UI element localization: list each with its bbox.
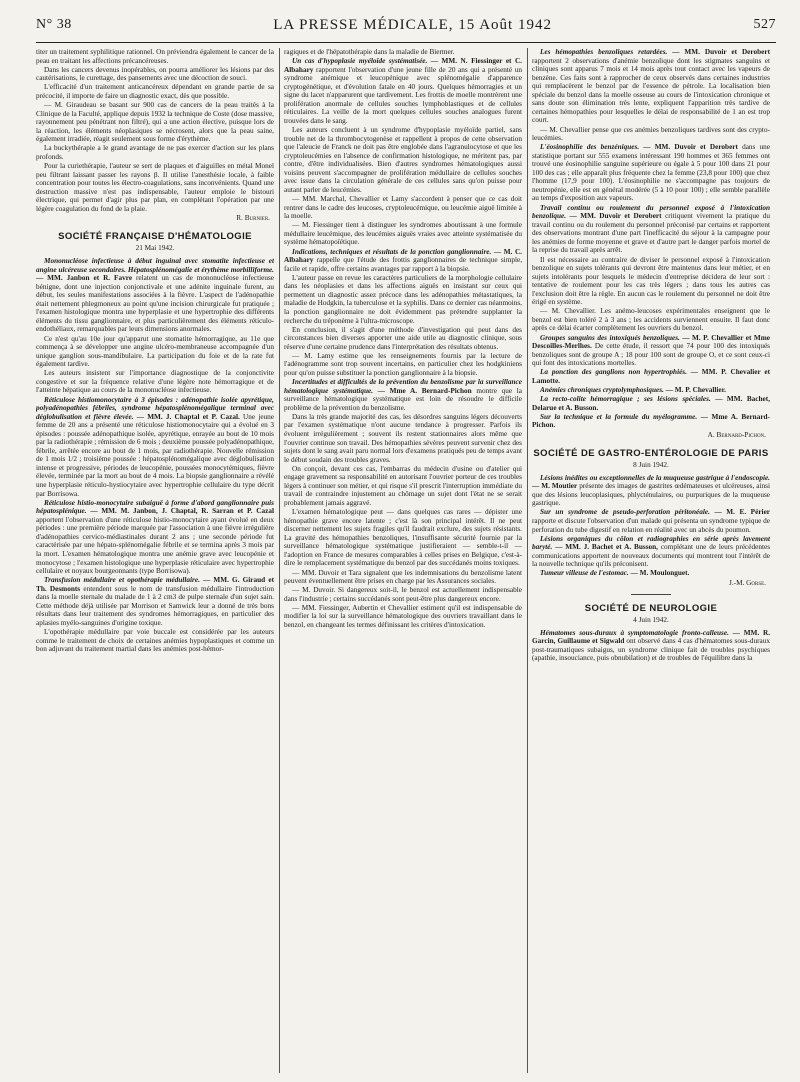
communication xyxy=(532,143,770,203)
authors: — Mme A. Bernard-Pichon. xyxy=(532,412,770,430)
paragraph: — M. Chevallier pense que ces anémies benzoliques tardives sont des crypto-leucémies. xyxy=(532,125,770,143)
communication-title: Groupes sanguins des intoxiqués benzoliques. xyxy=(540,333,680,342)
authors: — M. Moulonguet. xyxy=(630,569,690,578)
authors: — MM. P. Chevalier et Lamotte. xyxy=(532,368,770,385)
paragraph: ragiques et de l'hépatothérapie dans la maladie de Biermer. xyxy=(284,48,455,56)
paragraph: L'opothérapie médullaire par voie buccale est considérée par les auteurs comme le traitement de choix de certaines anémies hypoplastiques et comme un bon adjuvant du traitement martial dans les anémies post-hémor- xyxy=(36,628,274,654)
communication-text: montre que la surveillance hématologique systématique est loin de résoudre le difficile problème de la prévention du benzolisme. xyxy=(284,386,522,412)
journal-title: LA PRESSE MÉDICALE, 15 Août 1942 xyxy=(273,16,552,33)
communication-text: apportent l'observation d'une réticulose histio-monocytaire ayant évolué en deux périodes : une première période marquée par l'association à une fièvre irrégulière d'adénopathies cervico-médiastinales durant 2 ans ; une seconde période fut caractérisée par une hépato-splénomégalie fébrile et se termina après 3 mois par la mort. L'examen hématologique montra une anémie grave avec leucopénie et monocytose ; l'examen histologique une hyperplasie réticulaire avec hypertrophie cellulaire et noyaux bourgeonnants (type Borrisowa). xyxy=(36,515,274,576)
communication-text: dans une statistique portant sur 555 examens intéressant 190 hommes et 365 femmes ont trouvé une éosinophilie sanguine supérieure ou égale à 5 pour 100 dans 21 pour 100 des cas ; elle apparaît plus fréquente chez la femme (23,8 pour 100) que chez l'homme (17,9 pour 100). L'éosinophilie ne s'accompagne pas toujours de neutropénie, elle est en général modérée (5 à 10 pour 100) ; elle semble parallèle au temps d'exposition aux vapeurs. xyxy=(532,143,770,203)
communication xyxy=(532,386,770,395)
communication-text: relatent un cas de mononucléose infectieuse bénigne, dont une injection conjonctivale et une adénite inguinale furent, au début, les seules manifestations associées à la fièvre. L'aspect de l'adénopathie était nettement phlegmoneux au point qu'une incision chirurgicale fut pratiquée ; l'examen histologique montra une hyperplasie et une hypertrophie des différents éléments du tissu ganglionnaire, et plus particulièrement des éléments réticulo-endothéliaux, remarquables par leurs dimensions anormales. xyxy=(36,274,274,334)
signature: A. Bernard-Pichon. xyxy=(707,431,766,439)
issue-number: N° 38 xyxy=(36,17,72,32)
communication-title: Indications, techniques et résultats de la ponction ganglionnaire. xyxy=(292,247,492,256)
communication-text: ont observé dans 4 cas d'hématomes sous-duraux post-traumatiques subaigus, un syndrome clinique fait de troubles psychiques (apathie, insouciance, puis obnubilation) et de troubles de l'équilibre dans la xyxy=(532,637,770,663)
communication-text: rappelle que l'étude des frottis ganglionnaires de technique simple, facile et rapide, offre certains avantages par rapport à la biopsie. xyxy=(284,256,522,273)
paragraph: — M. Duvoir. Si dangereux soit-il, le benzol est actuellement indispensable dans l'industrie ; certains succédanés sont peut-être plus dangereux encore. xyxy=(284,586,522,603)
paragraph: — MM. Duvoir et Tara signalent que les indemnisations du benzolisme latent peuvent éventuellement être prises en charge par les Assurances sociales. xyxy=(284,568,522,586)
communication-title: Sur un syndrome de pseudo-perforation péritonéale. xyxy=(540,508,710,517)
authors: — M. C. Albahary xyxy=(284,247,522,265)
communication-title: Transfusion médullaire et opothérapie médullaire. xyxy=(44,576,200,585)
column-2 xyxy=(284,48,522,1073)
communication xyxy=(36,576,274,627)
communication xyxy=(36,257,274,334)
authors: — MM. J. Bachet et A. Busson, xyxy=(555,543,658,552)
paragraph: — M. Giraudeau se basant sur 900 cas de cancers de la peau traités à la Clinique de la Faculté, applique depuis 1932 la technique de Coste (dose massive, rayonnement peu pénétrant non filtré), qui a une action élective, puisque lors de la réaction, les éléments néoplasiques se nécrosent, alors que la peau saine, également irradiée, réagit seulement sous forme d'érythème. xyxy=(36,101,274,144)
authors: — M. P. Chevallier. xyxy=(665,386,726,395)
authors: — MM. Duvoir et Derobert xyxy=(643,143,738,152)
authors: — MM. G. Giraud et Th. Desmonts xyxy=(36,576,274,593)
communication xyxy=(532,569,770,578)
communication xyxy=(36,396,274,499)
paragraph: Dans la très grande majorité des cas, les désordres sanguins légers découverts par l'examen systématique n'ont aucune tendance à progresser. Parfois ils évoluent irrégulièrement ; souvent ils restent stationnaires alors même que l'ouvrier continue son travail. Des hémopathies sévères peuvent survenir chez des sujets dont le sang avait paru normal lors d'examens pratiqués peu de temps avant le début soudain des troubles graves. xyxy=(284,412,522,464)
communication xyxy=(284,378,522,412)
header-rule xyxy=(36,42,776,43)
authors: — M. P. Chevallier et Mme Descoilles-Merlhes. xyxy=(532,333,770,351)
communication xyxy=(532,48,770,125)
communication-title: Mononucléose infectieuse à début inguinal avec stomatite infectieuse et angine ulcéreuse secondaires. Hépatosplénomégalie et érythème morbilliforme. xyxy=(36,257,274,274)
page-number: 527 xyxy=(753,17,776,32)
column-3 xyxy=(532,48,770,1073)
communication-text: rapportent 2 observations d'anémie benzolique dont les stigmates sanguins et cliniques sont apparus 7 mois et 14 mois après tout contact avec les vapeurs de benzène. Ces faits sont à rapprocher de ceux observés dans certaines industries qui remplacèrent le benzol par de l'essence de pétrole. La localisation bien spéciale du benzol dans la moelle osseuse au cours de l'intoxication chronique et sans doute son élimination très lente, expliquent l'apparition très tardive de certaines hémopathies pour lesquelles le délai de responsabilité de 1 an est trop court. xyxy=(532,56,770,125)
session-date: 8 Juin 1942. xyxy=(633,461,669,470)
communication-text: rapportent l'observation d'une jeune fille de 20 ans qui a présenté un syndrome anémique et leucopénique avec splénomégalie d'apparence cryptogénétique, et d'évolution fatale en 40 jours. Quelques hémorragies et un signe du lacet n'apparurent que tardivement. Les frottis de moelle montrèrent une prolifération anormale de cellules souches lymphoblastiques et de cellules réticulaires. La veille de la mort quelques cellules souches analogues furent trouvées dans le sang. xyxy=(284,65,522,125)
paragraph: — M. Lamy estime que les renseignements fournis par la lecture de l'adénogramme sont trop souvent incertains, en particulier chez les hodgkiniens pour qu'on puisse substituer la ponction ganglionnaire à la biopsie. xyxy=(284,351,522,377)
communication-title: Tumeur villeuse de l'estomac. xyxy=(540,569,629,578)
paragraph: La buckythérapie a le grand avantage de ne pas exercer d'action sur les plans profonds. xyxy=(36,144,274,161)
authors: — MM. Duvoir et Derobert xyxy=(569,212,662,221)
communication-title: Sur la technique et la formule du myélogramme. xyxy=(540,412,698,421)
column-separator xyxy=(527,48,528,1073)
paragraph: On conçoit, devant ces cas, l'embarras du médecin d'usine ou d'atelier qui engage gravement sa responsabilité en autorisant l'ouvrier porteur de ces troubles légers à continuer son métier, et qui risque s'il prescrit l'interruption immédiate du travail de contraindre injustement au chômage un sujet dont l'état ne se serait probablement jamais aggravé. xyxy=(284,464,522,507)
communication-title: Lésions organiques du côlon et radiographies en série après lavement baryté. xyxy=(532,534,770,552)
communication-text: complétant une de leurs précédentes communications apportent de nouveaux documents qui montrent tout l'intérêt de la nouvelle technique qu'ils préconisent. xyxy=(532,543,770,569)
paragraph: — MM. Fiessinger, Aubertin et Chevallier estiment qu'il est indispensable de modifier la loi sur la surveillance hématologique des ouvriers travaillant dans le benzol, en changeant les termes définissant les critères d'intoxication. xyxy=(284,603,522,629)
communication-text: rapporte et discute l'observation d'un malade qui présenta un syndrome typique de perforation du tube digestif en relation en réalité avec un abcès du poumon. xyxy=(532,516,770,534)
communication-text: présente des images de gastrites œdémateuses et ulcéreuses, ainsi que des lésions leucoplasiques, phlycténulaires, ou purpuriques de la muqueuse gastrique. xyxy=(532,482,770,508)
authors: — MM. R. Garcin, Guillaume et Sigwald xyxy=(532,628,770,646)
authors: — MM. M. Janbon, J. Chaptal, R. Sarran et P. Cazal xyxy=(90,507,274,516)
communication-title: Anémies chroniques cryptolymphosiques. xyxy=(540,386,664,395)
communication xyxy=(36,499,274,576)
session-date: 4 Juin 1942. xyxy=(633,616,669,625)
communication-title: Réticulose histio-monocytaire subaiguë à forme d'abord ganglionnaire puis hépatosplénique. xyxy=(36,498,274,516)
communication xyxy=(532,535,770,569)
paragraph: L'efficacité d'un traitement anticancéreux dépendant en grande partie de sa précocité, il importe de faire un diagnostic exact, dès que possible. xyxy=(36,83,274,100)
authors: — MM. Janbon et R. Favre xyxy=(36,274,133,283)
authors: — MM. J. Chaptal et P. Cazal. xyxy=(136,412,240,421)
paragraph: — M. Chevallier. Les anémo-leucoses expérimentales enseignent que le benzol est bien toléré 2 à 3 ans ; les accidents surviennent ensuite. Il faut donc après ce délai écarter complètement les ouvriers du benzol. xyxy=(532,307,770,333)
communication xyxy=(532,629,770,663)
communication xyxy=(284,248,522,274)
communication xyxy=(532,508,770,534)
communication-text: entendent sous le nom de transfusion médullaire l'introduction dans la moelle sternale du malade de 1 à 2 cm3 de pulpe sternale d'un sujet sain. Cette méthode déjà utilisée par Morrison et Samwick leur a donné de très bons résultats dans leur traitement des syndromes hémorragiques, en particulier des aplasies myélo-sanguines d'origine toxique. xyxy=(36,584,274,627)
communication-title: L'éosinophilie des benzéniques. xyxy=(540,143,640,152)
paragraph: — M. Fiessinger tient à distinguer les syndromes aboutissant à une formule médullaire leucémique, des leucémies aiguës vraies avec atteinte systématisée du système hématopoïétique. xyxy=(284,221,522,247)
society-heading: SOCIÉTÉ DE GASTRO-ENTÉROLOGIE DE PARIS xyxy=(533,447,769,459)
paragraph: Les auteurs insistent sur l'importance diagnostique de la conjonctivite congestive et sur la fréquence relative d'une légère note hémorragique et de l'atteinte hépatique au cours de la mononucléose infectieuse. xyxy=(36,369,274,395)
signature: J.-M. Gorse. xyxy=(729,578,766,587)
paragraph: Les auteurs concluent à un syndrome d'hypoplasie myéloïde partiel, sans trouble net de la thrombocytogenèse et rappellent à propos de cette observation que l'aleucie de Franck ne doit pas être englobée dans l'agranulocytose et que les cryptoleucémies en l'absence de confirmation histologique, ne méritent pas, par contre, d'être individualisées. Bien d'autres syndromes hématologiques aussi voisins peuvent s'accompagner de prolifération médullaire de cellules souches avec issue dans la circulation générale de ces cellules sans qu'on puisse pour autant parler de leucémies. xyxy=(284,126,522,194)
paragraph: L'examen hématologique peut — dans quelques cas rares — dépister une hémopathie grave encore latente ; c'est là son principal intérêt. Il ne peut discerner nettement les sujets fragiles qu'il faudrait exclure, des sujets résistants. La gravité des hémopathies benzoliques, l'insuffisante sécurité fournie par la surveillance hématologique systématique justifieraient — semble-t-il — l'adoption en France de mesures comparables à celles prises en Belgique, c'est-à-dire le remplacement systématique du benzol par des succédanés moins toxiques. xyxy=(284,508,522,568)
communication-title: Travail continu ou roulement du personnel exposé à l'intoxication benzolique. xyxy=(532,203,770,221)
communication-title: La recto-colite hémorragique ; ses lésions spéciales. xyxy=(540,395,711,404)
authors: — M. Moutier xyxy=(532,482,578,491)
authors: — MM. Bachet, Delarue et A. Busson. xyxy=(532,395,770,412)
communication-text: Une jeune femme de 20 ans a présenté une réticulose histiomonocytaire qui a évolué en 3 épisodes : poussée adénopathique isolée, apyrétique, enrayée au bout de 10 mois par la radiothérapie ; rémission de 6 mois ; deuxième poussée polyadénopathique, fébrile, arrêtée encore au bout de 1 mois, par radiothérapie. Nouvelle rémission de 1 mois 1/2 ; troisième poussée : hépatosplénomégalique avec déglobulisation intense et progressive, périodes de leucopénie, poussées monocytémiques, fièvre élevée, terminée par la mort au bout de 4 mois. La biopsie ganglionnaire a révélé une hyperplasie réticulo-hystiocytaire avec hypertrophie cellulaire du type décrit par Borrisowa. xyxy=(36,412,274,498)
communication-title: Incertitudes et difficultés de la prévention du benzolisme par la surveillance hématologique systématique. xyxy=(284,378,522,395)
paragraph: En conclusion, il s'agit d'une méthode d'investigation qui peut dans des circonstances bien diverses apporter une aide utile au diagnostic clinique, sous réserve d'une certaine prudence dans l'interprétation des résultats obtenus. xyxy=(284,325,522,351)
paragraph: Dans les cancers devenus inopérables, on pourra améliorer les lésions par des cautérisations, le curettage, des pansements avec une décoction de souci. xyxy=(36,65,274,83)
communication xyxy=(284,57,522,125)
authors: — MM. Duvoir et Derobert xyxy=(672,48,770,56)
communication-title: Réticulose histiomonocytaire à 3 épisodes : adénopathie isolée apyrétique, polyadénopathies fébriles, syndrome hépatosplénomégalique terminal avec déglobulisation et fièvre élevée. xyxy=(36,395,274,421)
communication xyxy=(532,368,770,385)
society-heading: SOCIÉTÉ DE NEUROLOGIE xyxy=(584,602,718,614)
communication-title: Lésions inédites ou exceptionnelles de la muqueuse gastrique à l'endoscopie. xyxy=(540,473,770,482)
signature: R. Burnier. xyxy=(236,214,270,223)
communication-title: La ponction des ganglions non hypertrophiés. xyxy=(540,368,687,377)
communication-text: De cette étude, il ressort que 74 pour 100 des intoxiqués benzoliques sont de groupe A ; 18 pour 100 sont de groupe O, et ce sont ceux-ci qui font des intoxications mortelles. xyxy=(532,342,770,368)
paragraph: Il est nécessaire au contraire de diviser le personnel exposé à l'intoxication benzolique en sujets tolérants qui devront être maintenus dans leur métier, et en sujets intolérants pour lesquels le médecin d'entreprise décidera de leur sort : tentative de roulement pour les cas très légers ; dans tous les autres cas l'exclusion doit être la règle. En aucun cas le roulement du personnel ne doit être érigé en système. xyxy=(532,255,770,307)
authors: — MM. N. Fiessinger et C. Albahary xyxy=(284,57,522,74)
communication xyxy=(532,334,770,368)
communication xyxy=(532,204,770,255)
communication-title: Un cas d'hypoplasie myéloïde systématisée. xyxy=(292,57,428,66)
authors: — M. E. Périer xyxy=(714,508,770,517)
communication-title: Les hémopathies benzoliques retardées. xyxy=(540,48,668,56)
communication xyxy=(532,413,770,430)
paragraph: Pour la curiethérapie, l'auteur se sert de plaques et d'aiguilles en métal Monel peu filtrant laissant passer les rayons β. Il utilise l'anesthésie locale, à faible concentration pour toutes les électro-coagulations, sans inconvénients. Quand une destruction massive n'est pas indispensable, l'auteur emploie le bistouri électrique, qui permet d'agir plus par plan, en complétant l'opération par une légère coagulation du fond de la plaie. xyxy=(36,162,274,213)
page-header xyxy=(36,10,776,40)
communication-text: critiquent vivement la pratique du travail continu ou du roulement du personnel préconisé par certains et rapportent des observations montrant d'une part l'inefficacité du séjour à la campagne pour les anémies de forme moyenne et grave et d'autre part le danger parfois mortel de la reprise du travail après arrêt. xyxy=(532,212,770,255)
column-separator xyxy=(279,48,280,1073)
paragraph: L'auteur passe en revue les caractères particuliers de la morphologie cellulaire dans les néoplasies et dans les affections aiguës en insistant sur ceux qui permettent un diagnostic assez précoce dans les adénopathies métastatiques, la maladie de Hodgkin, la tuberculose et la syphilis. Dans ce dernier cas néanmoins, la ponction ganglionnaire ne doit évidemment pas prétendre supplanter la recherche du tréponème à l'ultra-microscope. xyxy=(284,273,522,325)
paragraph: — MM. Marchal, Chevallier et Lamy s'accordent à penser que ce cas doit rentrer dans le cadre des leucoses, cryptoleucémique, ou leucémie aiguë limitée à la moelle. xyxy=(284,195,522,221)
section-divider xyxy=(631,594,671,595)
society-heading: SOCIÉTÉ FRANÇAISE D'HÉMATOLOGIE xyxy=(58,230,252,242)
communication-title: Hématomes sous-duraux à symptomatologie fronto-calleuse. xyxy=(540,628,729,637)
session-date: 21 Mai 1942. xyxy=(135,244,175,253)
paragraph: titer un traitement syphilitique rationnel. On préviendra également le cancer de la peau en traitant les affections précancéreuses. xyxy=(36,48,274,65)
authors: — Mme A. Bernard-Pichon xyxy=(377,386,472,395)
column-1 xyxy=(36,48,274,1073)
paragraph: Ce n'est qu'au 10e jour qu'apparut une stomatite hémorragique, au 11e que commença à se développer une angine ulcéro-membraneuse accompagnée d'un unique ganglion sous-mandibulaire. La participation du foie et de la rate fut également tardive. xyxy=(36,334,274,369)
communication xyxy=(532,474,770,508)
communication xyxy=(532,395,770,412)
